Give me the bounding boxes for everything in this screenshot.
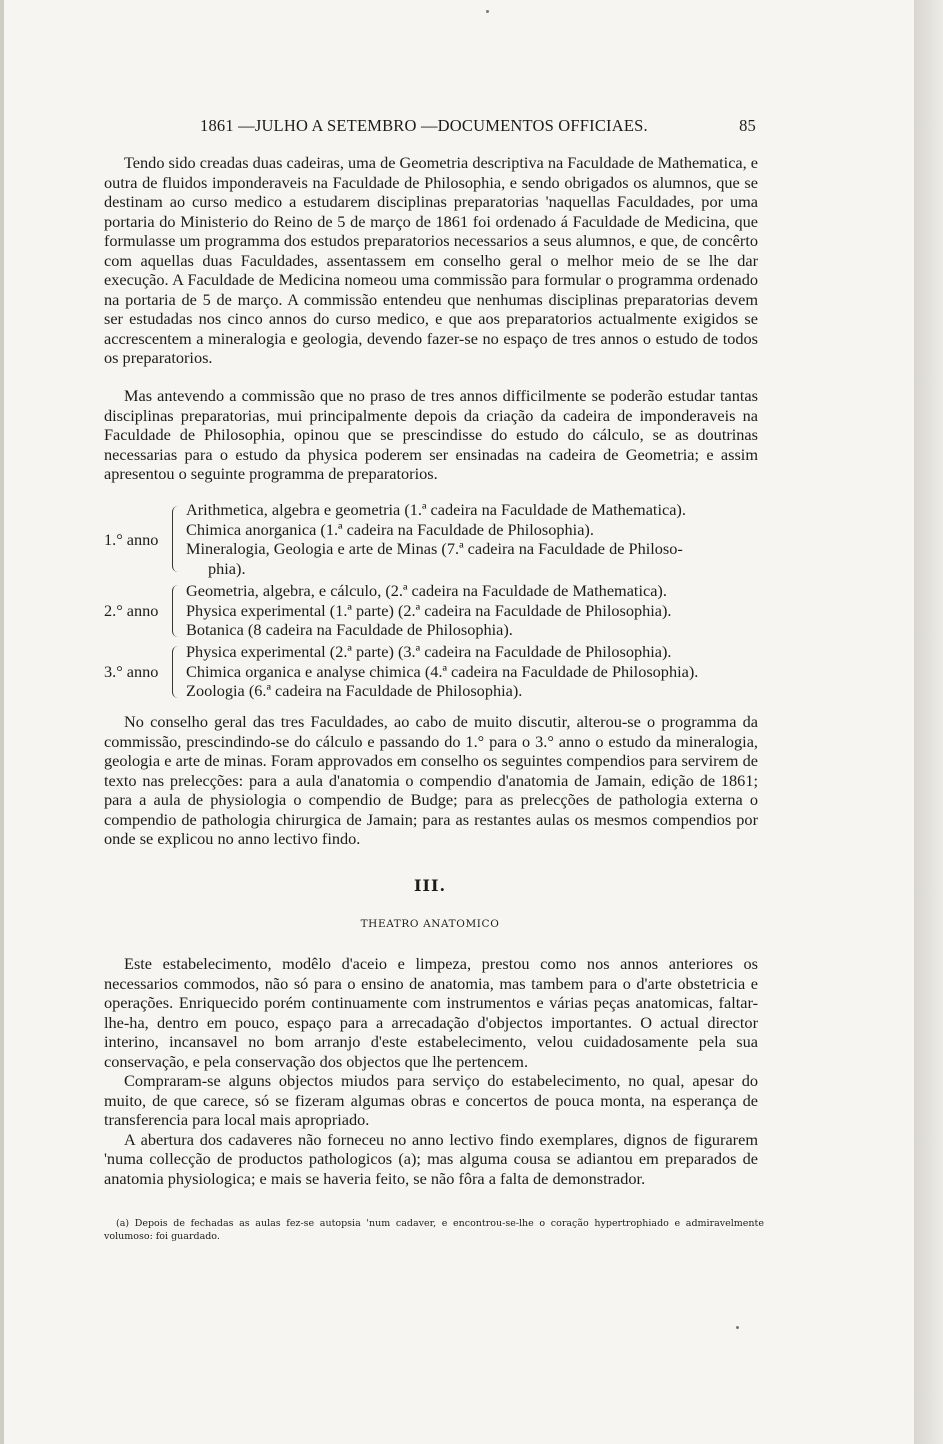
council-text xyxy=(104,712,758,849)
section-title: THEATRO ANATOMICO xyxy=(360,918,500,930)
brace-glyph xyxy=(172,585,181,637)
year-label: 1.° anno xyxy=(104,530,159,549)
programme-item: Arithmetica, algebra e geometria (1.ª cadeira na Faculdade de Mathematica). xyxy=(186,500,686,519)
programme-item: Chimica organica e analyse chimica (4.ª cadeira na Faculdade de Philosophia). xyxy=(186,661,699,681)
footnote xyxy=(104,1217,764,1243)
paragraph: Tendo sido creadas duas cadeiras, uma de Geometria descriptiva na Faculdade de Mathematica, e outra de fluidos imponderaveis na Faculdade de Philosophia, e sendo obrigados os alumnos, que se destinam ao curso medico a estudarem disciplinas preparatorias 'naquellas Faculdades, por uma portaria do Ministerio do Reino de 5 de março de 1861 foi ordenado á Faculdade de Medicina, que formulasse um programma dos estudos preparatorios necessarios a seus alumnos, e que, de concêrto com aquellas duas Faculdades, assentassem em conselho geral o melhor meio de se lhe dar execução. A Faculdade de Medicina nomeou uma commissão para formular o programma ordenado na portaria de 5 de março. A commissão entendeu que nenhumas disciplinas preparatorias devem ser estudadas nos cinco annos do curso medico, e que aos preparatorios actualmente exigidos se accrescentem a mineralogia e geologia, devendo fazer-se no espaço de tres annos o estudo de todos os preparatorios. xyxy=(104,153,759,367)
year-label: 2.° anno xyxy=(104,601,159,620)
programme-item: Physica experimental (1.ª parte) (2.ª cadeira na Faculdade de Philosophia). xyxy=(186,600,672,620)
brace-glyph xyxy=(172,506,181,572)
programme-year xyxy=(104,581,764,641)
paragraph: No conselho geral das tres Faculdades, ao cabo de muito discutir, alterou-se o programma da commissão, prescindindo-se do cálculo e passando do 1.° para o 3.° anno o estudo da mineralogia, geologia e arte de minas. Foram approvados em conselho os seguintes compendios para servirem de texto nas prelecções: para a aula d'anatomia o compendio d'anatomia de Jamain, edição de 1861; para a aula de physiologia o compendio de Budge; para as prelecções de pathologia externa o compendio de pathologia chirurgica de Jamain; para as restantes aulas os mesmos compendios por onde se explicou no anno lectivo findo. xyxy=(104,712,758,848)
programme-item: Zoologia (6.ª cadeira na Faculdade de Philosophia). xyxy=(186,681,523,700)
programme-item: phia). xyxy=(208,558,246,578)
section-number: III. xyxy=(413,876,447,895)
paragraph: Mas antevendo a commissão que no praso de tres annos difficilmente se poderão estudar tantas disciplinas preparatorias, mui principalmente depois da criação da cadeira de imponderaveis na Faculdade de Philosophia, opinou que se prescindisse do estudo do cálculo, se as doutrinas necessarias para o estudo da physica poderem ser ensinadas na cadeira de Geometria; e assim apresentou o seguinte programma de preparatorios. xyxy=(104,386,758,483)
scan-speck xyxy=(486,10,489,13)
scan-speck xyxy=(736,1326,739,1329)
programme-year xyxy=(104,500,764,580)
scan-edge xyxy=(0,0,4,1444)
theatro-text xyxy=(104,954,758,1188)
paragraph: Compraram-se alguns objectos miudos para serviço do estabelecimento, no qual, apesar do muito, de que carece, só se fizeram algumas obras e concertos de pouca monta, na esperança de transferencia para local mais apropriado. xyxy=(104,1071,758,1129)
programme-year xyxy=(104,642,764,702)
programme-item: Physica experimental (2.ª parte) (3.ª cadeira na Faculdade de Philosophia). xyxy=(186,642,672,661)
year-label: 3.° anno xyxy=(104,662,159,681)
programme-item: Geometria, algebra, e cálculo, (2.ª cadeira na Faculdade de Mathematica). xyxy=(186,581,667,600)
page-number: 85 xyxy=(739,116,756,135)
programme-item: Mineralogia, Geologia e arte de Minas (7.ª cadeira na Faculdade de Philoso- xyxy=(186,539,683,558)
page-gutter xyxy=(914,0,943,1444)
paragraph: A abertura dos cadaveres não forneceu no anno lectivo findo exemplares, dignos de figurarem 'numa collecção de productos pathologicos (a); mas alguma cousa se adiantou em preparados de anatomia physiologica; e mais se haveria feito, se não fôra a falta de demonstrador. xyxy=(104,1129,758,1188)
brace-glyph xyxy=(172,646,181,698)
programme-item: Botanica (8 cadeira na Faculdade de Philosophia). xyxy=(186,620,513,639)
footnote-text: (a) Depois de fechadas as aulas fez-se autopsia 'num cadaver, e encontrou-se-lhe o coração hypertrophiado e admiravelmente volumoso: foi guardado. xyxy=(104,1218,764,1242)
programme-item: Chimica anorganica (1.ª cadeira na Faculdade de Philosophia). xyxy=(186,519,594,539)
running-header xyxy=(100,116,760,138)
programme-list xyxy=(104,500,764,703)
intro-text-2 xyxy=(104,386,758,484)
intro-text xyxy=(104,153,758,368)
paragraph: Este estabelecimento, modêlo d'aceio e limpeza, prestou como nos annos anteriores os necessarios commodos, não só para o ensino de anatomia, mas tambem para o d'arte obstetricia e operações. Enriquecido porém continuamente com instrumentos e várias peças anatomicas, faltar-lhe-ha, dentro em pouco, espaço para a arrecadação d'objectos importantes. O actual director interino, incansavel no bom arranjo d'este estabelecimento, velou cuidadosamente pela sua conservação, e pela conservação dos objectos que lhe pertencem. xyxy=(104,954,758,1071)
header-title: 1861 —JULHO A SETEMBRO —DOCUMENTOS OFFICIAES. xyxy=(200,116,648,135)
